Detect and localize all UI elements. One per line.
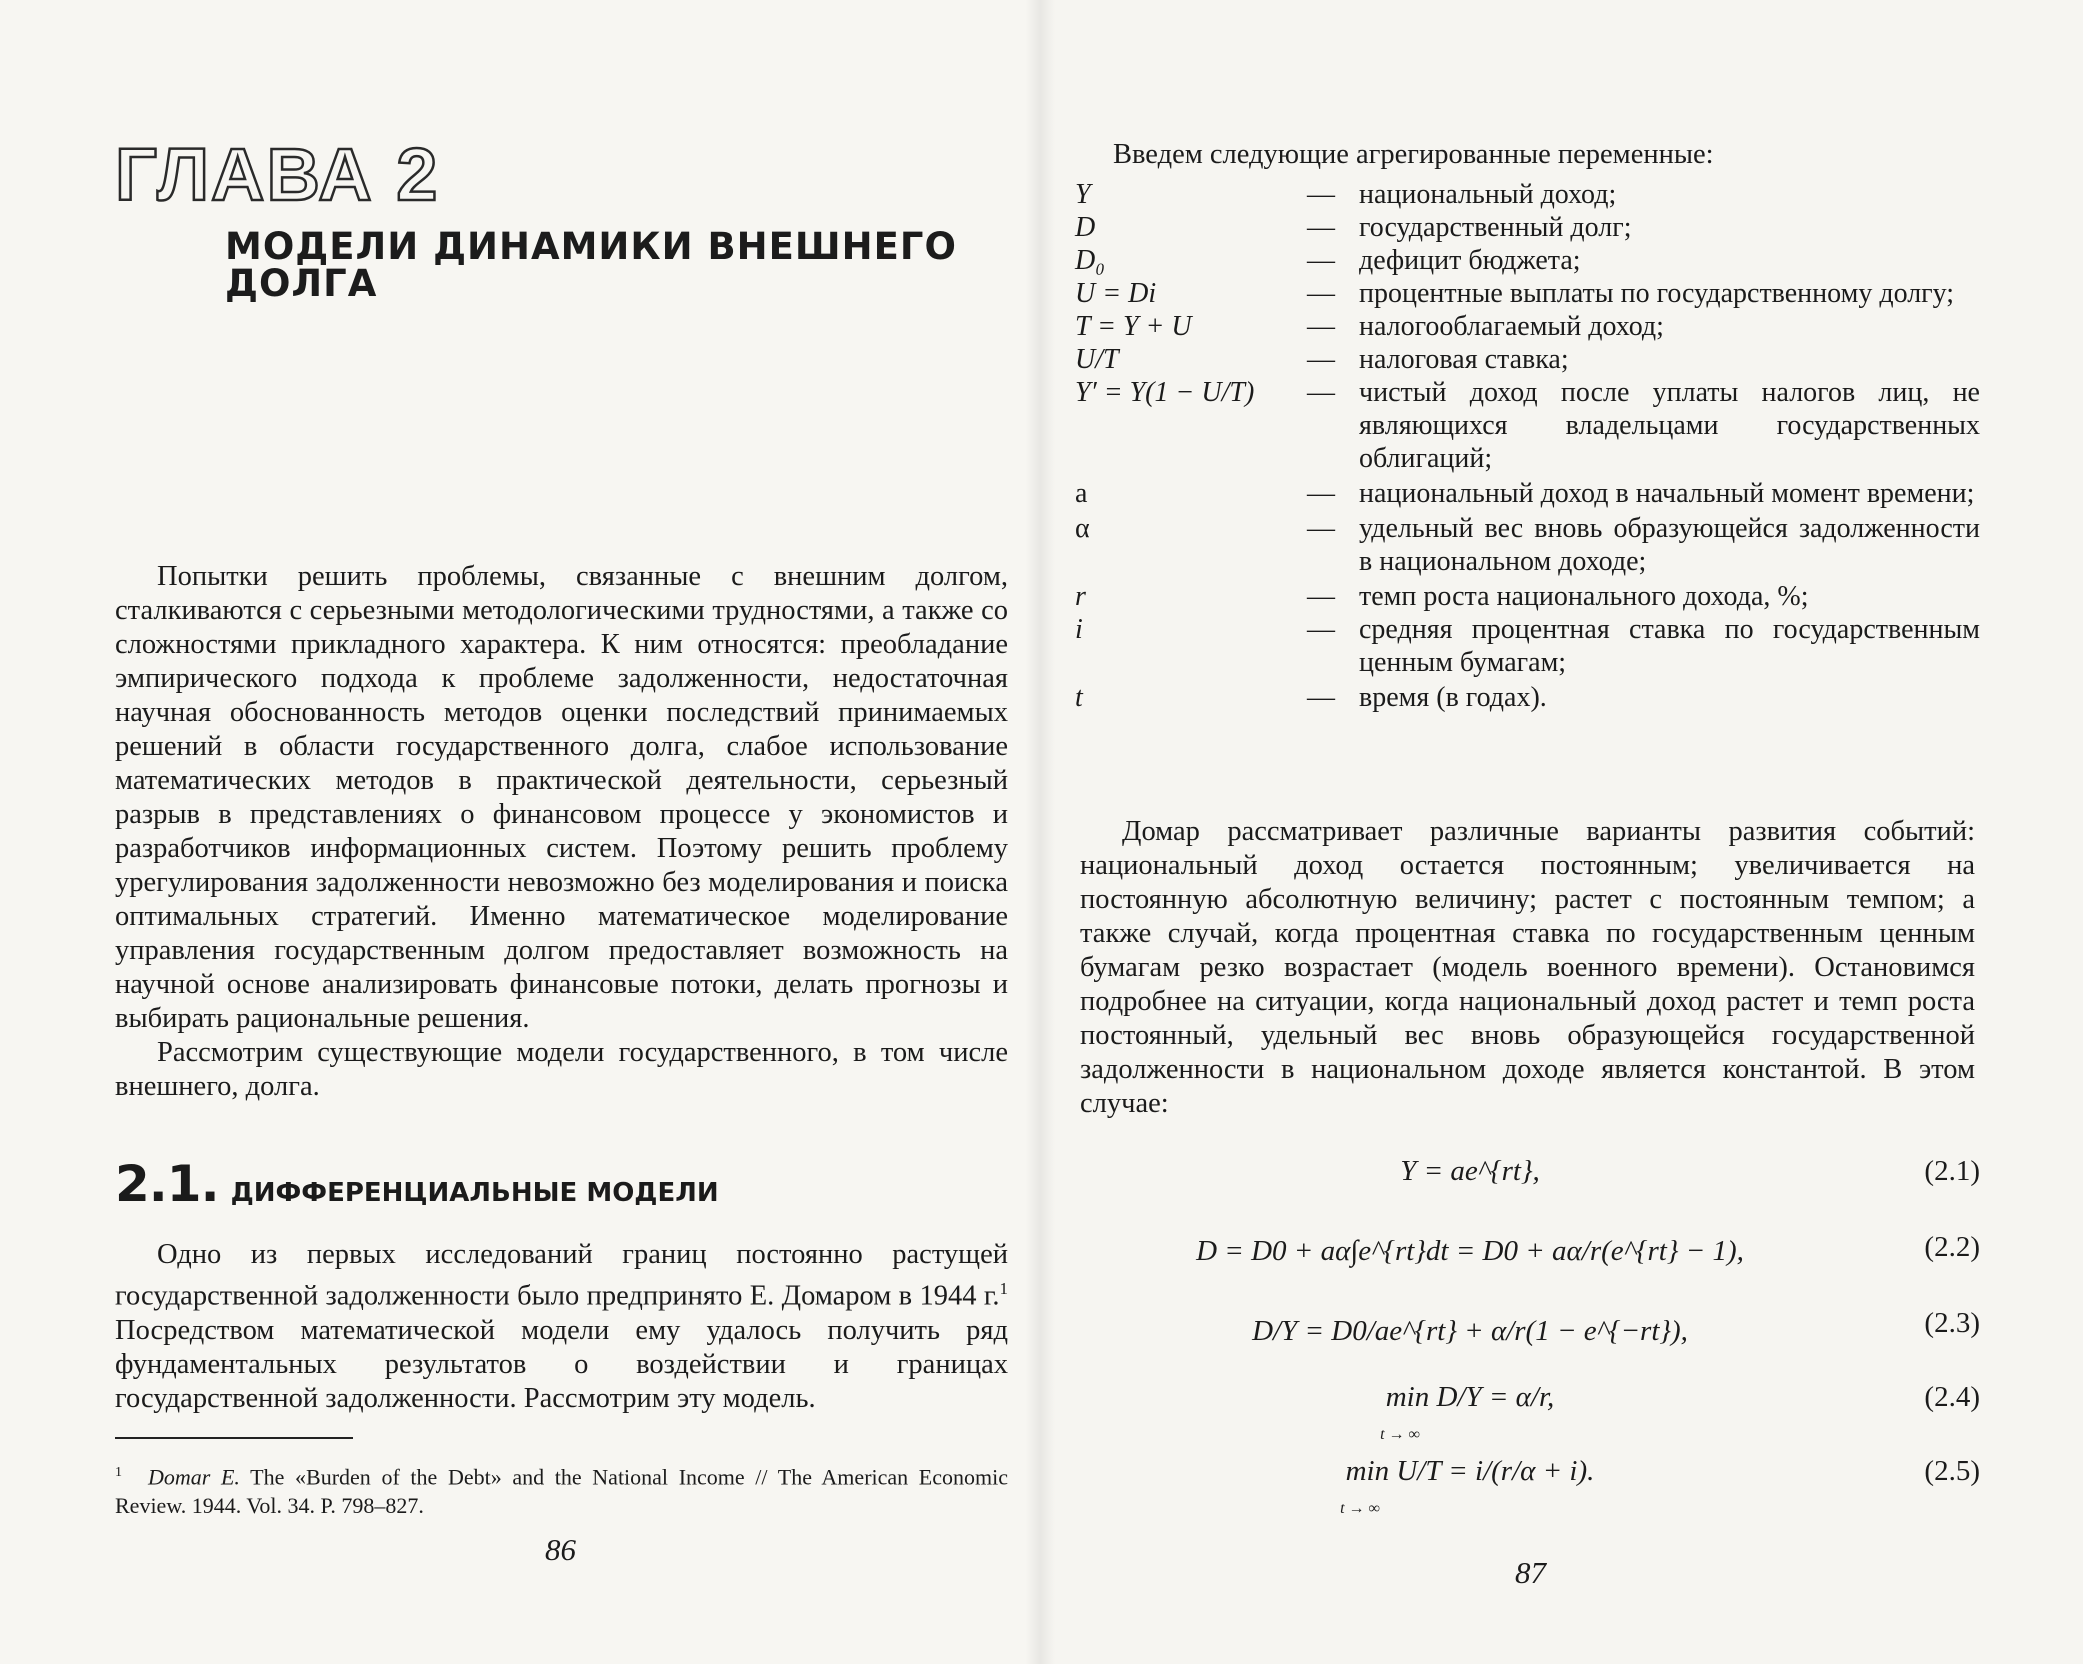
variable-description: налоговая ставка; [1359,344,1569,375]
variable-description: налогооблагаемый доход; [1359,311,1664,342]
equation-2-3 [1080,1307,1980,1381]
variable-dash: — [1307,278,1335,309]
equation-number: (2.2) [1924,1231,1980,1263]
variable-symbol: i [1075,614,1083,645]
variable-symbol: t [1075,682,1083,713]
variable-symbol: D₀ [1075,245,1105,276]
variable-dash: — [1307,478,1335,509]
domar-paragraph [115,1238,1008,1416]
variable-dash: — [1307,377,1335,408]
variable-symbol: T = Y + U [1075,311,1192,342]
section-number: 2.1. [115,1155,219,1213]
variable-dash: — [1307,682,1335,713]
footnote-text: The «Burden of the Debt» and the National Income // The American Economic Review. 1944. Vol. 34. P. 798–827. [115,1464,1008,1519]
section-title: ДИФФЕРЕНЦИАЛЬНЫЕ МОДЕЛИ [230,1178,719,1208]
equation-text: D/Y = D0/ae^{rt} + α/r(1 − e^{−rt}), [1252,1315,1688,1347]
equation-text: Y = ae^{rt}, [1400,1155,1540,1187]
variable-row [1075,580,1980,613]
footnote [115,1458,1008,1520]
equation-number: (2.4) [1924,1381,1980,1413]
variable-description: национальный доход; [1359,179,1617,210]
equation-number: (2.3) [1924,1307,1980,1339]
variable-description: национальный доход в начальный момент времени; [1359,478,1975,509]
variable-description: время (в годах). [1359,682,1547,713]
variable-dash: — [1307,581,1335,612]
variable-dash: — [1307,212,1335,243]
variables-intro: Введем следующие агрегированные переменные: [1113,139,1714,170]
equation-2-5 [1080,1455,1980,1529]
variable-description: чистый доход после уплаты налогов лиц, не являющихся владельцами государственных облигаций; [1359,377,1980,474]
left-page [0,0,1040,1664]
equation-expression [1080,1455,1860,1521]
equation-text: D = D0 + aα∫e^{rt}dt = D0 + aα/r(e^{rt} − 1), [1196,1235,1744,1267]
footnote-author: Domar E. [148,1464,240,1490]
variable-dash: — [1307,311,1335,342]
equation-expression [1080,1155,1860,1188]
variable-symbol: a [1075,478,1088,509]
equation-expression [1080,1235,1860,1268]
variable-description: удельный вес вновь образующейся задолженности в национальном доходе; [1359,513,1980,577]
equation-2-4 [1080,1381,1980,1455]
equation-number: (2.1) [1924,1155,1980,1187]
right-paragraph: Домар рассматривает различные варианты развития событий: национальный доход остается постоянным; увеличивается на постоянную абсолютную величину; растет с постоянным темпом; а также случай, когда процентная ставка по государственным ценным бумагам резко возрастает (модель военного времени). Остановимся подробнее на ситуации, когда национальный доход растет и темп роста постоянный, удельный вес вновь образующейся государственной задолженности в национальном доходе является константой. В этом случае: [1080,816,1975,1119]
variable-description: дефицит бюджета; [1359,245,1581,276]
variable-description: средняя процентная ставка по государственным ценным бумагам; [1359,614,1980,678]
variable-description: темп роста национального дохода, %; [1359,581,1809,612]
variable-row [1075,681,1980,714]
variable-row [1075,376,1980,475]
equation-text: min U/T = i/(r/α + i). [1345,1455,1595,1487]
variable-dash: — [1307,344,1335,375]
equation-2-1 [1080,1155,1980,1223]
domar-variants-paragraph [1080,815,1975,1121]
variable-row [1075,343,1980,376]
variable-symbol: D [1075,212,1096,243]
variable-row [1075,277,1980,310]
equation-text: min D/Y = α/r, [1385,1381,1555,1413]
variable-dash: — [1307,614,1335,645]
equations-block [1080,1155,1980,1529]
variable-dash: — [1307,245,1335,276]
domar-text-b: Посредством математической модели ему удалось получить ряд фундаментальных результатов о воздействии и границах государственной задолженности. Рассмотрим эту модель. [115,1314,1008,1414]
variable-dash: — [1307,513,1335,544]
intro-paragraph-2: Рассмотрим существующие модели государственного, в том числе внешнего, долга. [115,1037,1008,1102]
chapter-label: ГЛАВА 2 [115,133,440,216]
variable-symbol: r [1075,581,1086,612]
footnote-divider [115,1437,353,1439]
variable-symbol: U/T [1075,344,1119,375]
variable-symbol: Y [1075,179,1091,210]
variable-description: процентные выплаты по государственному долгу; [1359,278,1955,309]
variable-row [1075,178,1980,211]
limit-subscript: t → ∞ [1340,1500,1380,1517]
footnote-reference[interactable]: 1 [999,1279,1008,1298]
equation-expression [1080,1315,1860,1348]
variable-row [1075,512,1980,578]
chapter-title: МОДЕЛИ ДИНАМИКИ ВНЕШНЕГО ДОЛГА [225,225,957,305]
section-heading [115,1155,719,1213]
variable-symbol: Y′ = Y(1 − U/T) [1075,377,1255,408]
domar-text-a: Одно из первых исследований границ постоянно растущей государственной задолженности было предпринято Е. Домаром в 1944 г. [115,1239,1008,1312]
intro-paragraph-1: Попытки решить проблемы, связанные с внешним долгом, сталкиваются с серьезными методологическими трудностями, а также со сложностями прикладного характера. К ним относятся: преобладание эмпирического подхода к проблеме задолженности, недостаточная научная обоснованность методов оценки последствий принимаемых решений в области государственного долга, слабое использование математических методов в практической деятельности, серьезный разрыв в представлениях о финансовом процессе у экономистов и разработчиков информационных систем. Поэтому решить проблему урегулирования задолженности невозможно без моделирования и поиска оптимальных стратегий. Именно математическое моделирование управления государственным долгом предоставляет возможность на научной основе анализировать финансовые потоки, делать прогнозы и выбирать рациональные решения. [115,561,1008,1034]
variable-row [1075,211,1980,244]
equation-number: (2.5) [1924,1455,1980,1487]
equation-2-2 [1080,1223,1980,1307]
variable-row [1075,310,1980,343]
limit-subscript: t → ∞ [1380,1426,1420,1443]
equation-expression [1080,1381,1860,1447]
variable-row [1075,477,1980,510]
intro-text [115,560,1008,1104]
variable-row [1075,613,1980,679]
book-gutter [1025,0,1055,1664]
footnote-mark: 1 [115,1465,122,1480]
variable-symbol: U = Di [1075,278,1157,309]
page-number-left: 86 [545,1532,576,1567]
page-number-right: 87 [1515,1555,1546,1590]
variable-symbol: α [1075,513,1090,544]
variable-description: государственный долг; [1359,212,1632,243]
variable-row [1075,244,1980,277]
variable-dash: — [1307,179,1335,210]
variables-list [1075,178,1980,714]
